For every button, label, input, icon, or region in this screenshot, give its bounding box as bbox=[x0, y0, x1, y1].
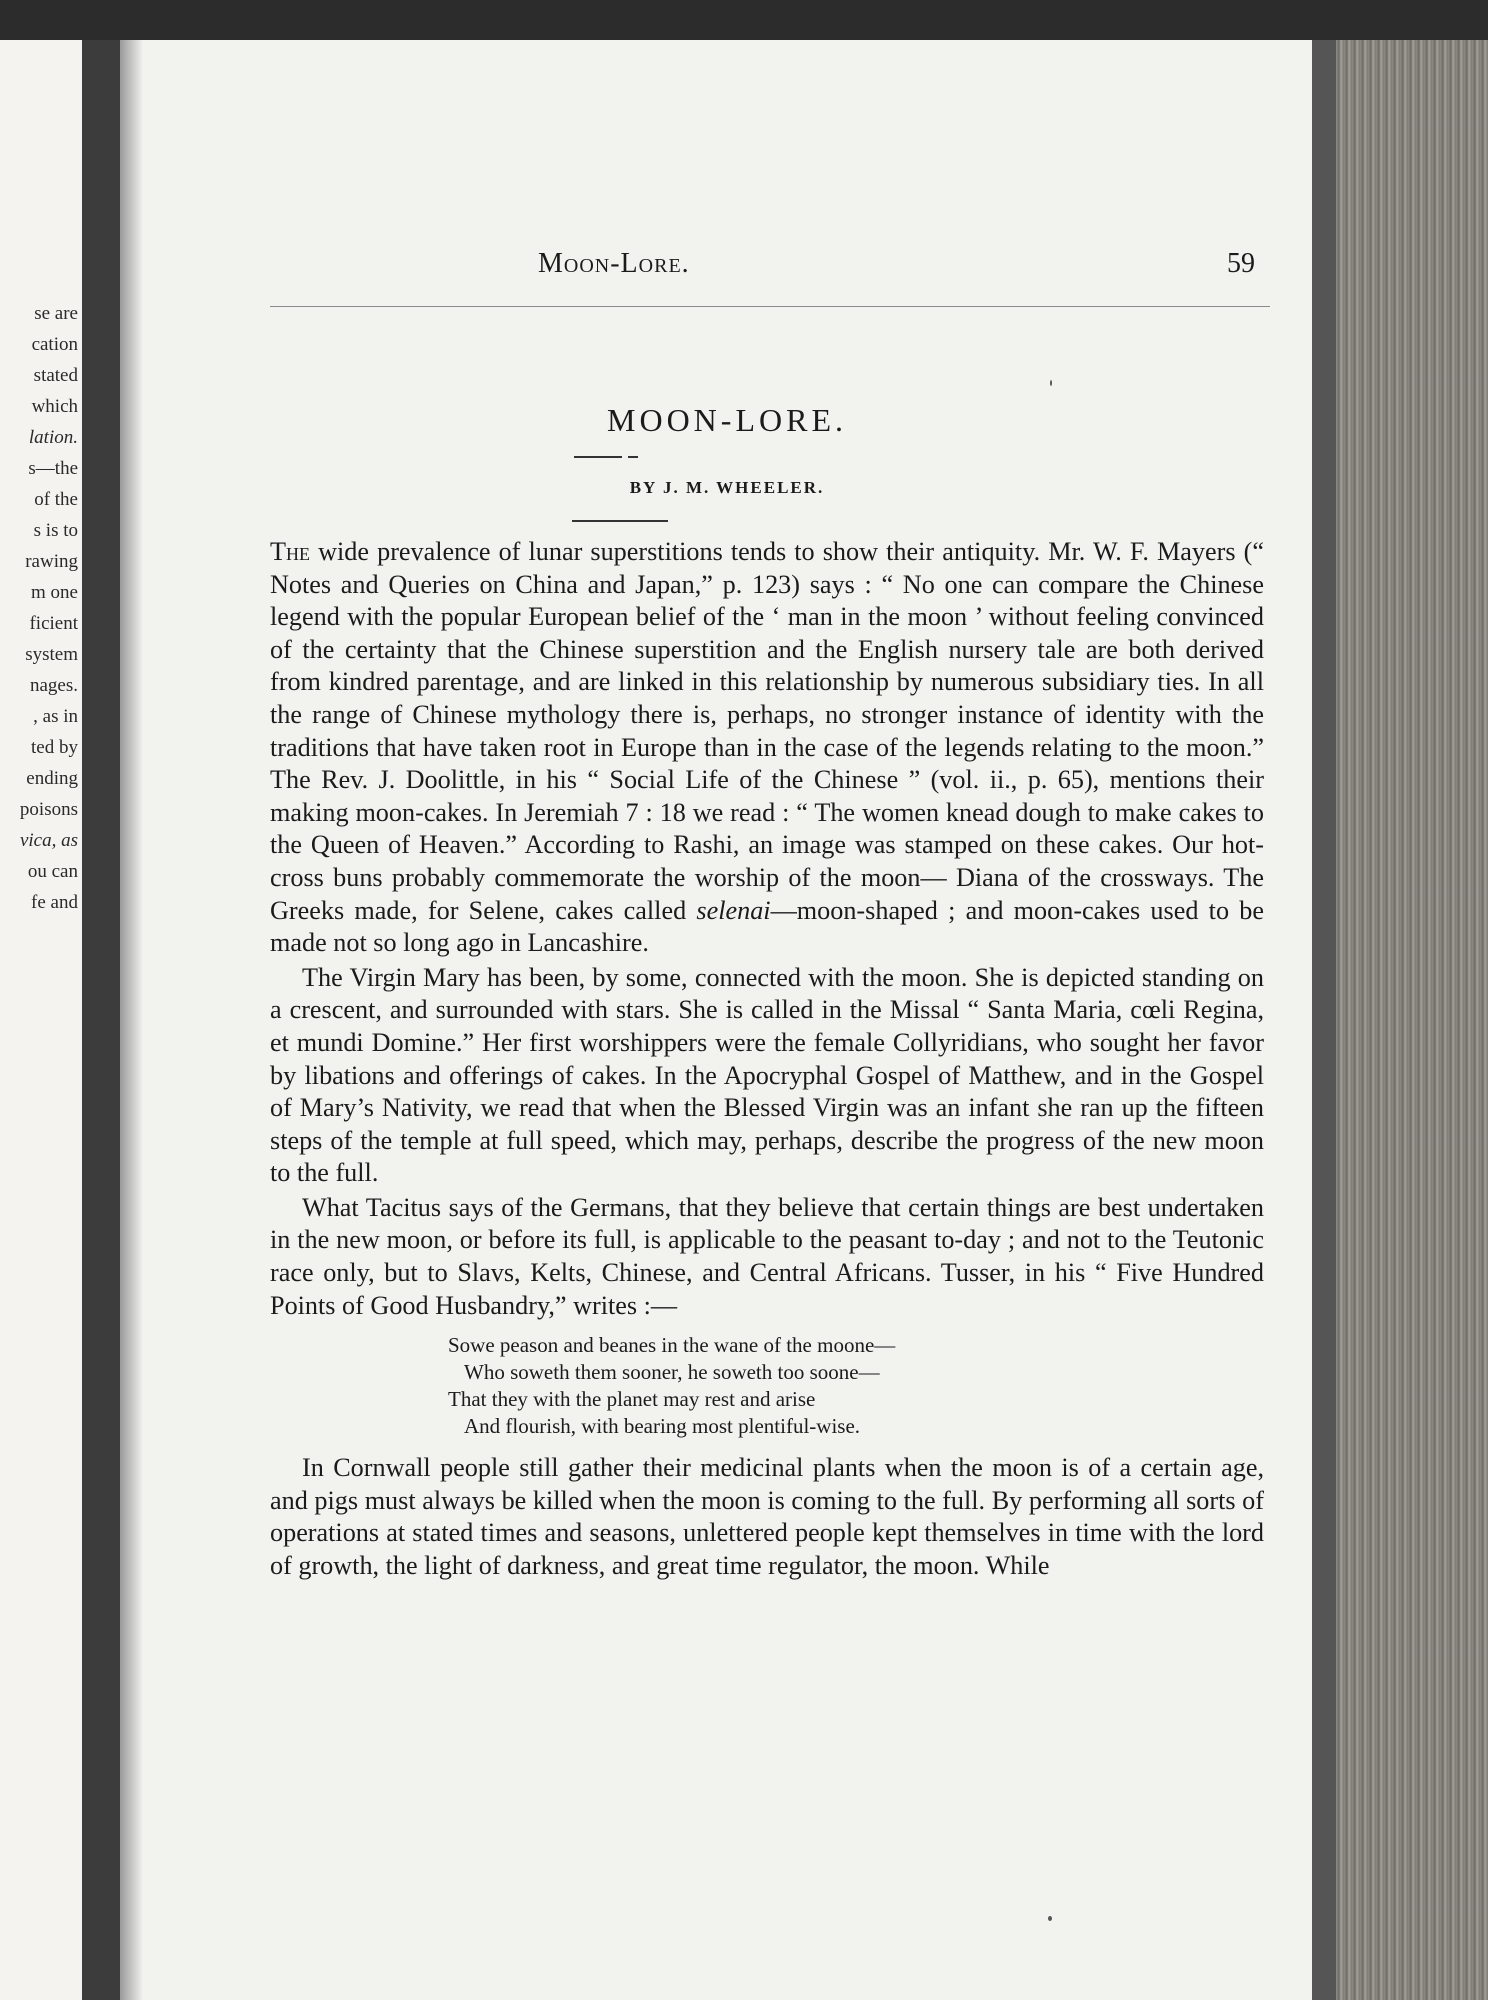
paragraph-text: —moon-shaped ; and moon-cakes used to be made not so long ago in Lancashire. bbox=[270, 895, 1264, 958]
facing-page-line: m one bbox=[31, 582, 78, 603]
facing-page-line: vica, as bbox=[19, 830, 78, 851]
facing-page-line: lation. bbox=[28, 427, 78, 448]
gutter-shadow bbox=[120, 40, 142, 2000]
facing-page-line: , as in bbox=[33, 706, 78, 727]
verse-quotation bbox=[448, 1332, 1264, 1440]
byline-rule bbox=[572, 520, 668, 522]
byline: BY J. M. WHEELER. bbox=[629, 478, 825, 497]
facing-page-line: s—the bbox=[28, 458, 78, 479]
paragraph bbox=[270, 536, 1264, 960]
facing-page-line: se are bbox=[34, 303, 78, 324]
paragraph-text: wide prevalence of lunar superstitions tends to show their antiquity. Mr. W. F. Mayers (“ Notes and Queries on China and Japan,” p. 123) says : “ No one can compare the Chinese legend with the popular European belief of the ‘ man in the moon ’ without feeling convinced of the certainty that the Chinese superstition and the English nursery tale are both derived from kindred parentage, and are linked in this relationship by numerous subsidiary ties. In all the range of Chinese mythology there is, perhaps, no stronger instance of identity with the traditions that have taken root in Europe than in the case of the legends relating to the moon.” The Rev. J. Doolittle, in his “ Social Life of the Chinese ” (vol. ii., p. 65), mentions their making moon-cakes. In Jeremiah 7 : 18 we read : “ The women knead dough to make cakes to the Queen of Heaven.” According to Rashi, an image was stamped on these cakes. Our hot-cross buns probably commemorate the worship of the moon— Diana of the crossways. The Greeks made, for Selene, cakes called bbox=[270, 537, 1264, 925]
running-title: Moon-Lore. bbox=[538, 248, 690, 279]
facing-page-line: poisons bbox=[19, 799, 78, 820]
lead-word: The bbox=[270, 537, 310, 566]
verse-line: And flourish, with bearing most plentiful-wise. bbox=[464, 1414, 861, 1439]
facing-page-line: rawing bbox=[25, 551, 78, 572]
facing-page-line: of the bbox=[34, 489, 78, 510]
facing-page-line: which bbox=[31, 396, 78, 417]
facing-page-line: s is to bbox=[33, 520, 78, 541]
page-edge-shadow bbox=[1312, 40, 1336, 2000]
facing-page-line: system bbox=[25, 644, 78, 665]
facing-page-line: stated bbox=[33, 365, 78, 386]
book-page bbox=[142, 40, 1312, 2000]
facing-page-line: nages. bbox=[29, 675, 78, 696]
facing-page-line: ending bbox=[26, 768, 78, 789]
facing-page-fragment bbox=[0, 40, 82, 2000]
book-gutter bbox=[82, 40, 120, 2000]
header-rule bbox=[270, 306, 1270, 307]
facing-page-line: fe and bbox=[31, 892, 78, 913]
paragraph: In Cornwall people still gather their medicinal plants when the moon is of a certain age, and pigs must always be killed when the moon is coming to the full. By performing all sorts of operations at stated times and seasons, unlettered people kept themselves in time with the lord of growth, the light of darkness, and great time regulator, the moon. While bbox=[270, 1453, 1264, 1581]
italic-term: selenai bbox=[696, 895, 771, 925]
page-edges bbox=[1312, 40, 1488, 2000]
verse-line: Sowe peason and beanes in the wane of the moone— bbox=[448, 1333, 896, 1358]
paragraph: What Tacitus says of the Germans, that they believe that certain things are best undertaken in the new moon, or before its full, is applicable to the peasant to-day ; and not to the Teutonic race only, but to Slavs, Kelts, Chinese, and Central Africans. Tusser, in his “ Five Hundred Points of Good Husbandry,” writes :— bbox=[270, 1192, 1264, 1320]
article-body bbox=[270, 536, 1264, 1583]
facing-page-line: ou can bbox=[27, 861, 78, 882]
article-title: MOON-LORE. bbox=[607, 402, 847, 438]
facing-page-line: ficient bbox=[29, 613, 78, 634]
verse-line: Who soweth them sooner, he soweth too soone— bbox=[464, 1360, 880, 1385]
verse-line: That they with the planet may rest and arise bbox=[448, 1387, 816, 1412]
speck bbox=[1048, 1916, 1052, 1921]
title-rule bbox=[628, 456, 638, 458]
page-number: 59 bbox=[1227, 248, 1255, 279]
facing-page-line: cation bbox=[31, 334, 78, 355]
paragraph: The Virgin Mary has been, by some, connected with the moon. She is depicted standing on a crescent, and surrounded with stars. She is called in the Missal “ Santa Maria, cœli Regina, et mundi Domine.” Her first worshippers were the female Collyridians, who sought her favor by libations and offerings of cakes. In the Apocryphal Gospel of Matthew, and in the Gospel of Mary’s Nativity, we read that when the Blessed Virgin was an infant she ran up the fifteen steps of the temple at full speed, which may, perhaps, describe the progress of the new moon to the full. bbox=[270, 962, 1264, 1188]
title-rule bbox=[574, 456, 622, 458]
speck bbox=[1050, 380, 1052, 386]
facing-page-line: ted by bbox=[31, 737, 78, 758]
top-background bbox=[0, 0, 1488, 40]
